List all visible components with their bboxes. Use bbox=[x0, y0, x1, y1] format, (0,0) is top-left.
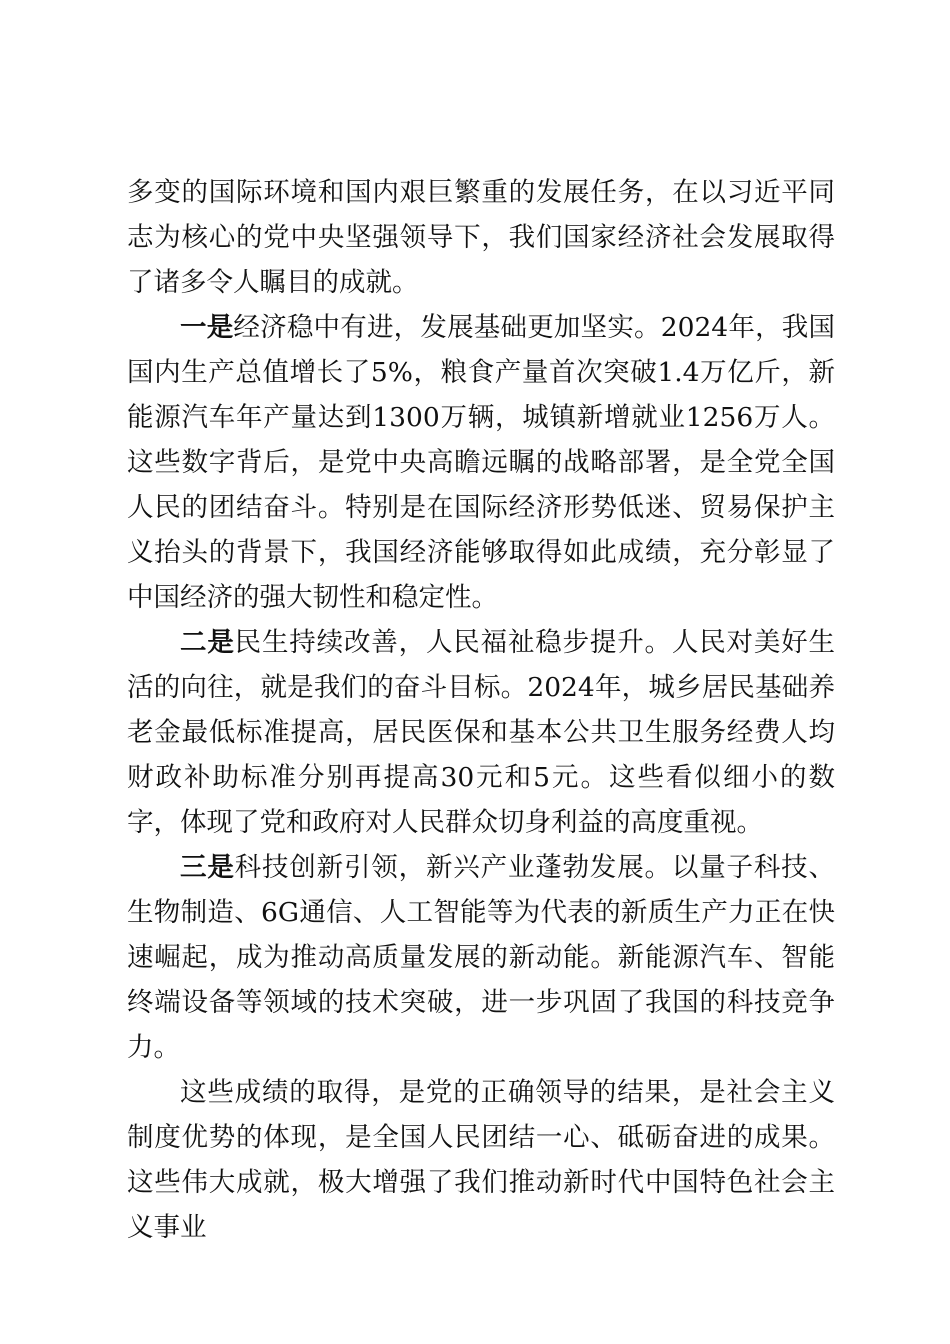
paragraph-lead: 三是 bbox=[180, 852, 235, 883]
paragraph-conclusion bbox=[127, 1070, 835, 1250]
paragraph-technology bbox=[127, 845, 835, 1070]
paragraph-text: 多变的国际环境和国内艰巨繁重的发展任务，在以习近平同志为核心的党中央坚强领导下，我们国家经济社会发展取得了诸多令人瞩目的成就。 bbox=[127, 177, 835, 298]
paragraph-text: 这些成绩的取得，是党的正确领导的结果，是社会主义制度优势的体现，是全国人民团结一心、砥砺奋进的成果。这些伟大成就，极大增强了我们推动新时代中国特色社会主义事业 bbox=[127, 1077, 835, 1243]
paragraph-continuation bbox=[127, 170, 835, 305]
paragraph-text: 民生持续改善，人民福祉稳步提升。人民对美好生活的向往，就是我们的奋斗目标。2024年，城乡居民基础养老金最低标准提高，居民医保和基本公共卫生服务经费人均财政补助标准分别再提高30元和5元。这些看似细小的数字，体现了党和政府对人民群众切身利益的高度重视。 bbox=[127, 627, 836, 838]
paragraph-text: 科技创新引领，新兴产业蓬勃发展。以量子科技、生物制造、6G通信、人工智能等为代表的新质生产力正在快速崛起，成为推动高质量发展的新动能。新能源汽车、智能终端设备等领域的技术突破，进一步巩固了我国的科技竞争力。 bbox=[127, 852, 836, 1063]
paragraph-text: 经济稳中有进，发展基础更加坚实。2024年，我国国内生产总值增长了5%，粮食产量首次突破1.4万亿斤，新能源汽车年产量达到1300万辆，城镇新增就业1256万人。这些数字背后，是党中央高瞻远瞩的战略部署，是全党全国人民的团结奋斗。特别是在国际经济形势低迷、贸易保护主义抬头的背景下，我国经济能够取得如此成绩，充分彰显了中国经济的强大韧性和稳定性。 bbox=[127, 312, 835, 613]
paragraph-economy bbox=[127, 305, 835, 620]
paragraph-livelihood bbox=[127, 620, 835, 845]
document-body bbox=[127, 170, 835, 1250]
paragraph-lead: 二是 bbox=[180, 627, 235, 658]
paragraph-lead: 一是 bbox=[180, 312, 234, 343]
